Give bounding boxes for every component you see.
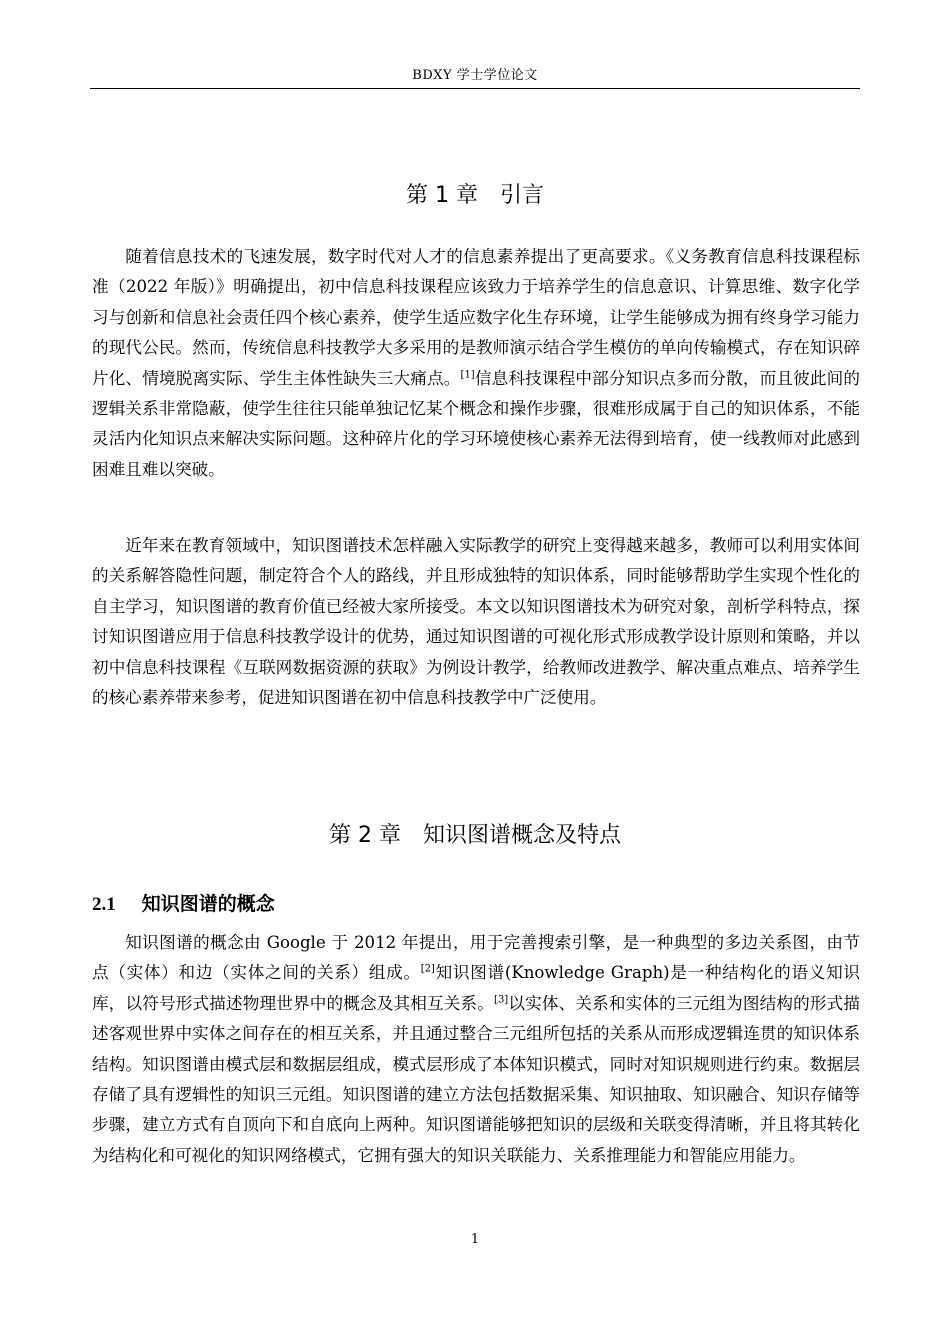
section-2-1-paragraph (92, 928, 860, 1171)
section-number: 2.1 (92, 894, 116, 915)
citation-1: [1] (460, 369, 475, 381)
page-number: 1 (470, 1232, 480, 1247)
chapter-2-title: 第 2 章 知识图谱概念及特点 (329, 823, 621, 848)
paragraph-text: 以实体、关系和实体的三元组为图结构的形式描述客观世界中实体之间存在的相互关系，并且通过整合三元组所包括的关系从而形成逻辑连贯的知识体系结构。知识图谱由模式层和数据层组成，模式层形成了本体知识模式，同时对知识规则进行约束。数据层存储了具有逻辑性的知识三元组。知识图谱的建立方法包括数据采集、知识抽取、知识融合、知识存储等步骤，建立方式有自顶向下和自底向上两种。知识图谱能够把知识的层级和关联变得清晰，并且将其转化为结构化和可视化的知识网络模式，它拥有强大的知识关联能力、关系推理能力和智能应用能力。 (92, 993, 861, 1165)
chapter-1-title: 第 1 章 引言 (406, 183, 544, 208)
section-2-1-heading (92, 889, 275, 916)
paragraph-text: 知识图谱(Knowledge Graph)是一种结构化的语义知识库，以符号形式描述物理世界中的概念及其相互关系。 (92, 963, 860, 1013)
citation-3: [3] (494, 994, 509, 1006)
paragraph-text: 信息科技课程中部分知识点多而分散，而且彼此间的逻辑关系非常隐蔽，使学生往往只能单独记忆某个概念和操作步骤，很难形成属于自己的知识体系，不能灵活内化知识点来解决实际问题。这种碎片化的学习环境使核心素养无法得到培育，使一线教师对此感到困难且难以突破。 (92, 368, 861, 479)
chapter-1-paragraph-1 (92, 242, 860, 485)
section-title: 知识图谱的概念 (141, 893, 275, 915)
chapter-1-paragraph-2: 近年来在教育领域中，知识图谱技术怎样融入实际教学的研究上变得越来越多，教师可以利用实体间的关系解答隐性问题，制定符合个人的路线，并且形成独特的知识体系，同时能够帮助学生实现个性化的自主学习，知识图谱的教育价值已经被大家所接受。本文以知识图谱技术为研究对象，剖析学科特点，探讨知识图谱应用于信息科技教学设计的优势，通过知识图谱的可视化形式形成教学设计原则和策略，并以初中信息科技课程《互联网数据资源的获取》为例设计教学，给教师改进教学、解决重点难点、培养学生的核心素养带来参考，促进知识图谱在初中信息科技教学中广泛使用。 (92, 536, 860, 708)
header-rule (90, 88, 860, 89)
running-header: BDXY 学士学位论文 (412, 68, 538, 83)
citation-2: [2] (420, 963, 435, 975)
paragraph-text: 知识图谱的概念由 Google 于 2012 年提出，用于完善搜索引擎，是一种典型的多边关系图，由节点（实体）和边（实体之间的关系）组成。 (92, 933, 860, 983)
paragraph-text: 随着信息技术的飞速发展，数字时代对人才的信息素养提出了更高要求。《义务教育信息科技课程标准（2022 年版）》明确提出，初中信息科技课程应该致力于培养学生的信息意识、计算思维、数字化学习与创新和信息社会责任四个核心素养，使学生适应数字化生存环境，让学生能够成为拥有终身学习能力的现代公民。然而，传统信息科技教学大多采用的是教师演示结合学生模仿的单向传输模式，存在知识碎片化、情境脱离实际、学生主体性缺失三大痛点。 (92, 247, 860, 388)
